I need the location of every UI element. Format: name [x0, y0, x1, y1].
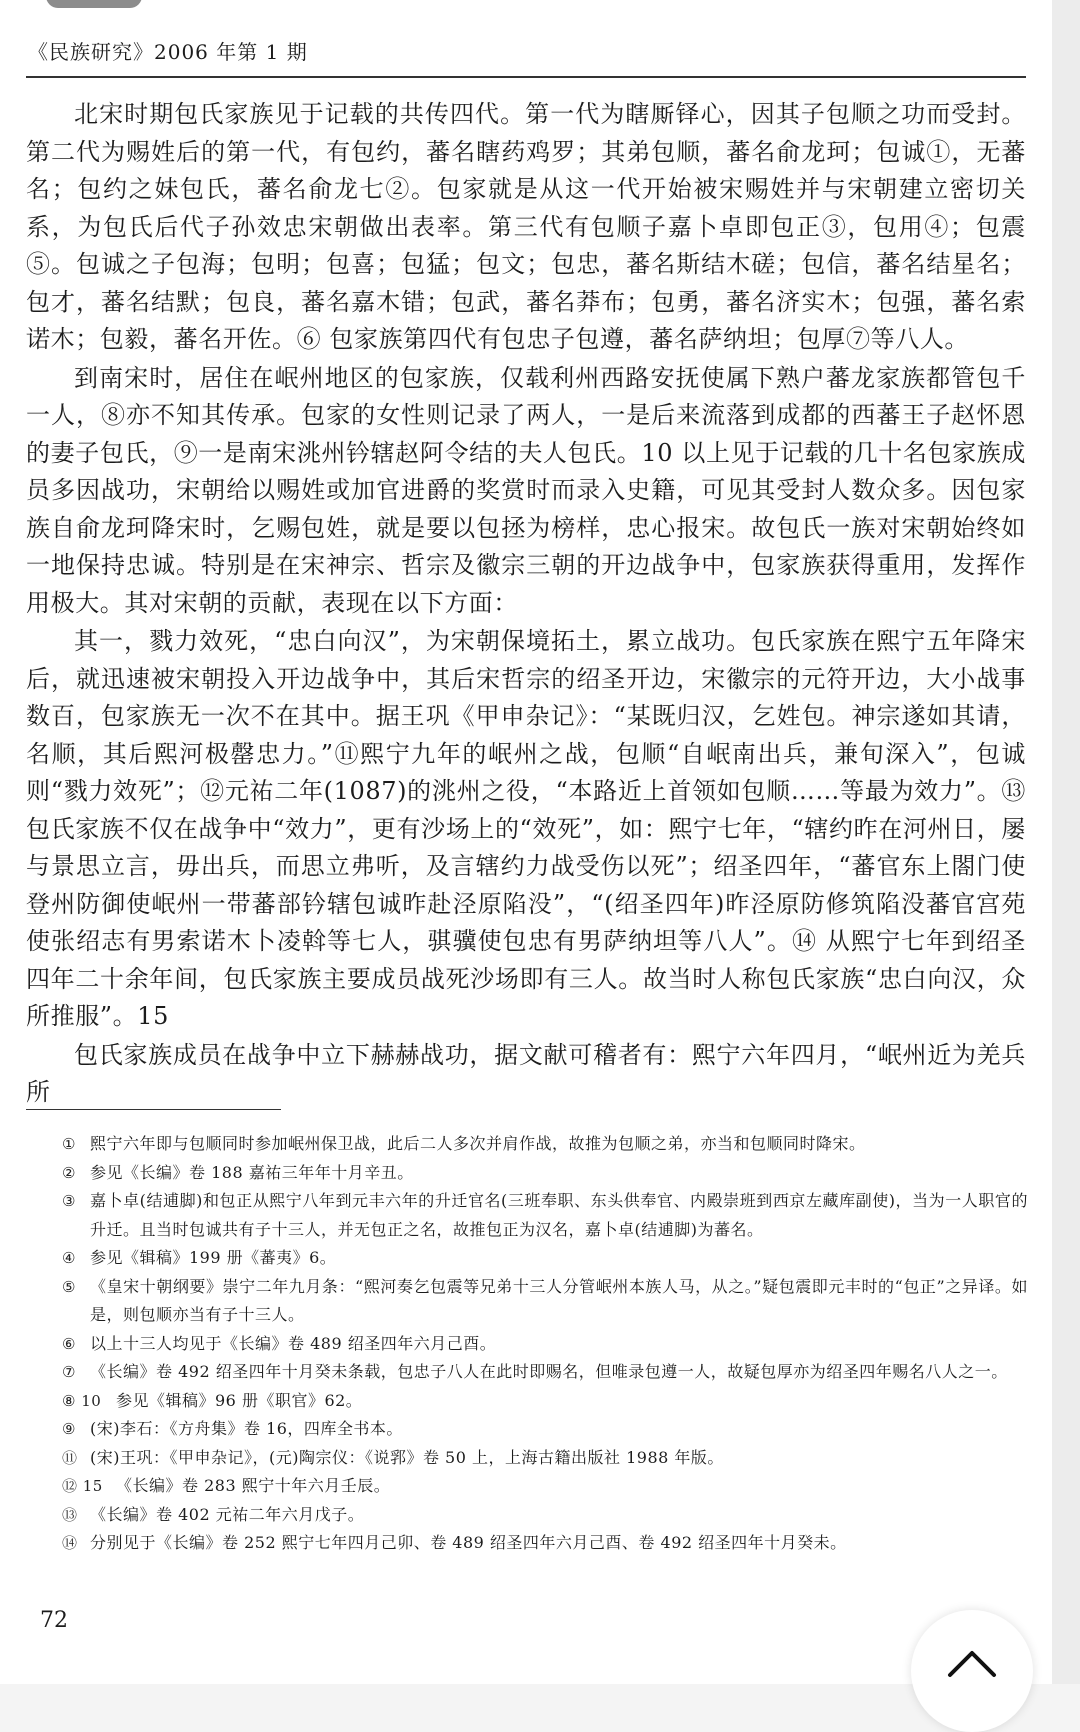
running-header: 《民族研究》2006 年第 1 期 — [28, 40, 308, 64]
footnote — [26, 1130, 1028, 1159]
page-number: 72 — [40, 1608, 68, 1633]
footnote-mark: ③ — [62, 1192, 76, 1210]
footnote-text: 《长编》卷 402 元祐二年六月戊子。 — [90, 1504, 365, 1524]
footnote-mark: ⑬ — [62, 1505, 78, 1524]
footnote-mark: ⑪ — [62, 1448, 78, 1467]
footnote — [26, 1159, 1028, 1188]
footnote-rule — [26, 1109, 281, 1110]
paragraph: 包氏家族成员在战争中立下赫赫战功，据文献可稽者有：熙宁六年四月，“岷州近为羌兵所 — [26, 1040, 1026, 1106]
footnote-mark: ⑤ — [62, 1277, 76, 1296]
footnote-mark: ④ — [62, 1249, 76, 1267]
footnote-text: 参见《辑稿》96 册《职官》62。 — [116, 1390, 363, 1410]
footnote — [26, 1330, 1028, 1359]
body-text — [26, 96, 1026, 1112]
footnote — [26, 1273, 1028, 1330]
footnote-mark: ⑥ — [62, 1334, 76, 1353]
footnote-text: 《皇宋十朝纲要》崇宁二年九月条：“熙河奏乞包震等兄弟十三人分管岷州本族人马，从之。”疑包震即元丰时的“包正”之异译。如是，则包顺亦当有子十三人。 — [90, 1276, 1028, 1324]
footnote — [26, 1358, 1028, 1387]
paragraph: 其一，戮力效死，“忠白向汉”，为宋朝保境拓土，累立战功。包氏家族在熙宁五年降宋后，就迅速被宋朝投入开边战争中，其后宋哲宗的绍圣开边，宋徽宗的元符开边，大小战事数百，包家族无一次不在其中。据王巩《甲申杂记》：“某既归汉，乞姓包。神宗遂如其请，名顺，其后熙河极罄忠力。”⑪熙宁九年的岷州之战，包顺“自岷南出兵，兼旬深入”，包诚则“戮力效死”；⑫元祐二年(1087)的洮州之役，“本路近上首领如包顺……等最为效力”。⑬ 包氏家族不仅在战争中“效力”，更有沙场上的“效死”，如：熙宁七年，“辖约昨在河州日，屡与景思立言，毋出兵，而思立弗听，及言辖约力战受伤以死”；绍圣四年，“蕃官东上閤门使登州防御使岷州一带蕃部钤辖包诚昨赴泾原陷没”，“(绍圣四年)昨泾原防修筑陷没蕃官宫苑使张绍志有男索诺木卜凌斡等七人，骐骥使包忠有男萨纳坦等八人”。⑭ 从熙宁七年到绍圣四年二十余年间，包氏家族主要成员战死沙场即有三人。故当时人称包氏家族“忠白向汉，众所推服”。15 — [26, 627, 1026, 1030]
footnote-text: 分别见于《长编》卷 252 熙宁七年四月己卯、卷 489 绍圣四年六月己酉、卷 492 绍圣四年十月癸未。 — [90, 1533, 847, 1552]
footnote — [26, 1501, 1028, 1530]
footnote-mark: ② — [62, 1163, 76, 1182]
footnote-text: 以上十三人均见于《长编》卷 489 绍圣四年六月己酉。 — [90, 1333, 497, 1353]
scrollbar[interactable] — [1052, 0, 1080, 1684]
paragraph: 北宋时期包氏家族见于记载的共传四代。第一代为瞎厮铎心，因其子包顺之功而受封。第二代为赐姓后的第一代，有包约，蕃名瞎药鸡罗；其弟包顺，蕃名俞龙珂；包诚①，无蕃名；包约之妹包氏，蕃名俞龙七②。包家就是从这一代开始被宋赐姓并与宋朝建立密切关系，为包氏后代子孙效忠宋朝做出表率。第三代有包顺子嘉卜卓即包正③，包用④；包震⑤。包诚之子包海；包明；包喜；包猛；包文；包忠，蕃名斯结木磋；包信，蕃名结星名；包才，蕃名结默；包良，蕃名嘉木错；包武，蕃名莽布；包勇，蕃名济实木；包强，蕃名索诺木；包毅，蕃名开佐。⑥ 包家族第四代有包忠子包遵，蕃名萨纳坦；包厚⑦等八人。 — [26, 100, 1026, 353]
top-tab[interactable] — [46, 0, 142, 8]
header-rule — [26, 76, 1026, 78]
footnotes — [26, 1130, 1028, 1558]
footnote-text: 《长编》卷 492 绍圣四年十月癸未条载，包忠子八人在此时即赐名，但唯录包遵一人，故疑包厚亦为绍圣四年赐名八人之一。 — [90, 1362, 1008, 1381]
footnote-mark: ⑭ — [62, 1534, 78, 1552]
footnote-text: 参见《长编》卷 188 嘉祐三年年十月辛丑。 — [90, 1162, 414, 1182]
footnote — [26, 1472, 1028, 1501]
footnote-text: 嘉卜卓(结逋脚)和包正从熙宁八年到元丰六年的升迁官名(三班奉职、东头供奉官、内殿崇班到西京左藏库副使)，当为一人职官的升迁。且当时包诚共有子十三人，并无包正之名，故推包正为汉名，嘉卜卓(结逋脚)为蕃名。 — [90, 1191, 1028, 1239]
paragraph: 到南宋时，居住在岷州地区的包家族，仅载利州西路安抚使属下熟户蕃龙家族都管包千一人，⑧亦不知其传承。包家的女性则记录了两人，一是后来流落到成都的西蕃王子赵怀恩的妻子包氏，⑨一是南宋洮州钤辖赵阿令结的夫人包氏。10 以上见于记载的几十名包家族成员多因战功，宋朝给以赐姓或加官进爵的奖赏时而录入史籍，可见其受封人数众多。因包家族自俞龙珂降宋时，乞赐包姓，就是要以包拯为榜样，忠心报宋。故包氏一族对宋朝始终如一地保持忠诚。特别是在宋神宗、哲宗及徽宗三朝的开边战争中，包家族获得重用，发挥作用极大。其对宋朝的贡献，表现在以下方面： — [26, 363, 1026, 617]
footnote-text: 熙宁六年即与包顺同时参加岷州保卫战，此后二人多次并肩作战，故推为包顺之弟，亦当和包顺同时降宋。 — [90, 1134, 866, 1153]
footnote — [26, 1529, 1028, 1558]
footnote-mark: ⑧ 10 — [62, 1391, 102, 1410]
footnote-text: 参见《辑稿》199 册《蕃夷》6。 — [90, 1248, 337, 1267]
footnote — [26, 1244, 1028, 1273]
footnote-mark: ⑨ — [62, 1420, 76, 1438]
footnote-text: (宋)王巩：《甲申杂记》，(元)陶宗仪：《说郛》卷 50 上，上海古籍出版社 1988 年版。 — [90, 1447, 724, 1467]
footnote-mark: ⑦ — [62, 1363, 76, 1381]
footnote — [26, 1387, 1028, 1416]
footnote-mark: ⑫ 15 — [62, 1477, 103, 1495]
chevron-up-icon — [947, 1648, 997, 1678]
footnote-text: (宋)李石：《方舟集》卷 16，四库全书本。 — [90, 1419, 403, 1438]
footnote-mark: ① — [62, 1135, 76, 1153]
footnote-text: 《长编》卷 283 熙宁十年六月壬辰。 — [116, 1476, 391, 1495]
scroll-to-top-button[interactable] — [911, 1610, 1033, 1732]
footnote — [26, 1415, 1028, 1444]
footnote — [26, 1187, 1028, 1244]
footnote — [26, 1444, 1028, 1473]
